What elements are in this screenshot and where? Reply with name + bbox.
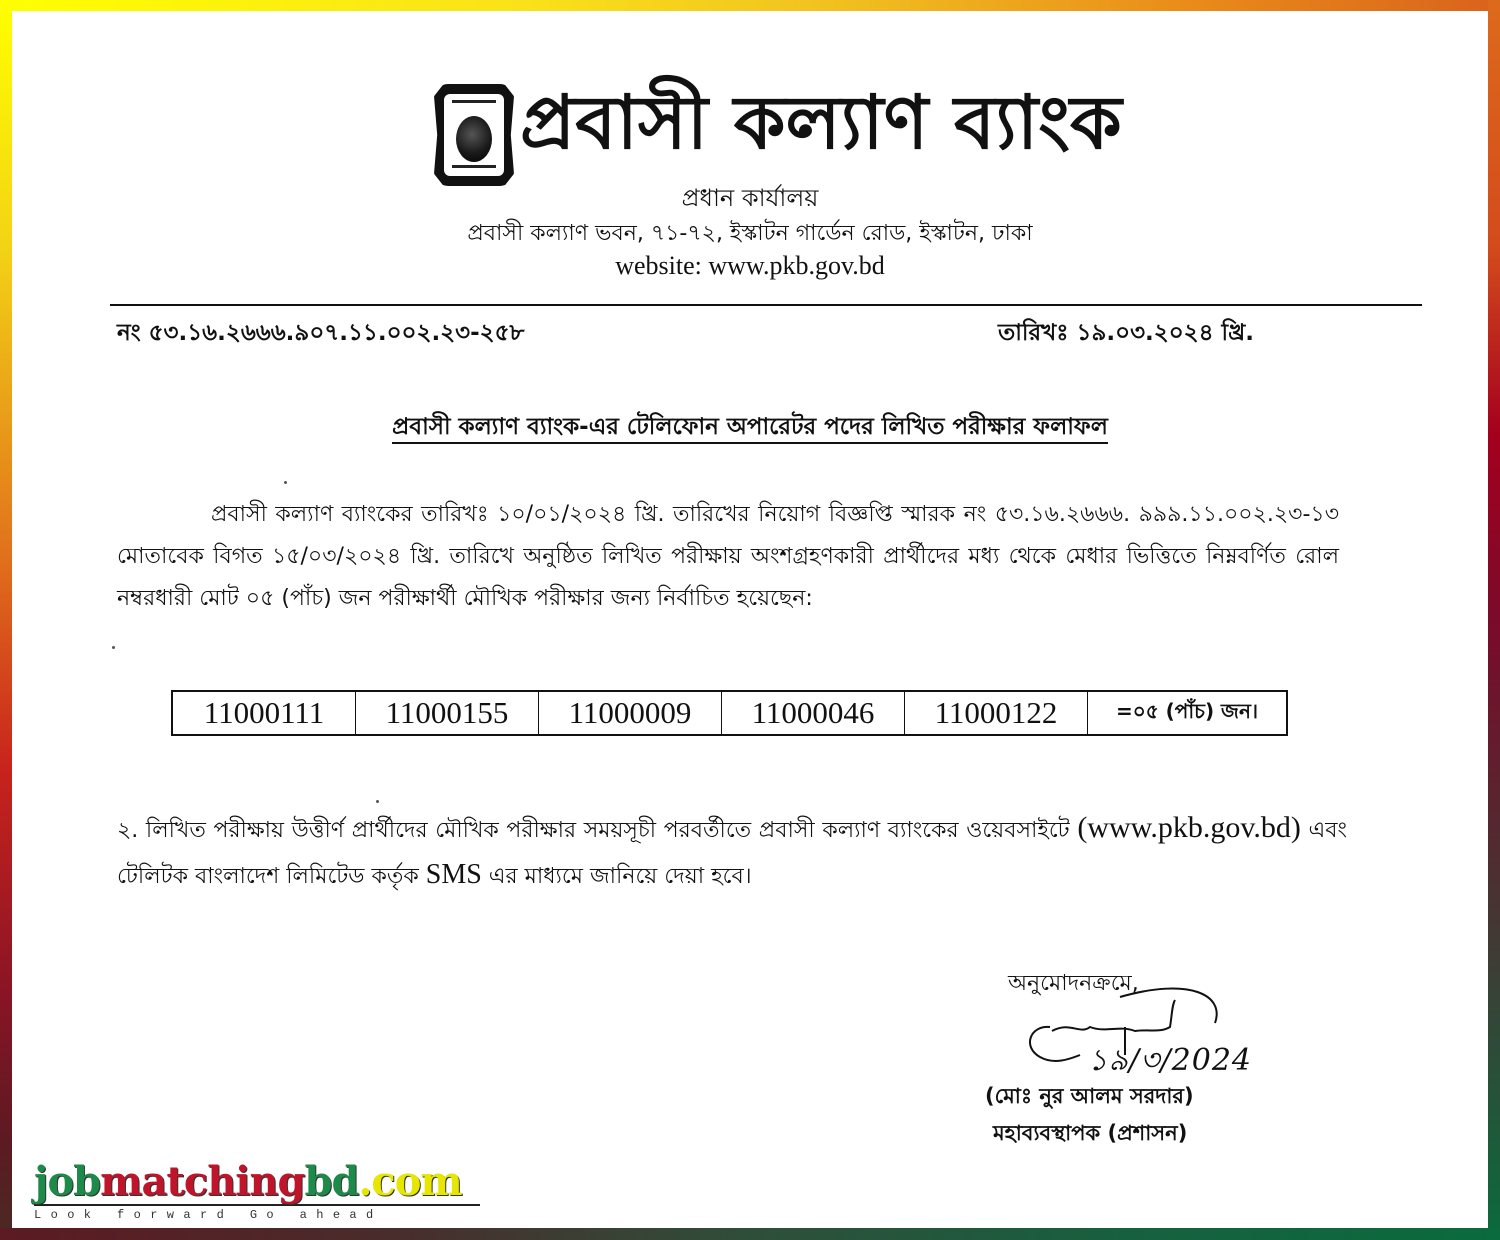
wordmark-part-job: job (34, 1158, 101, 1205)
bank-seal-icon (434, 84, 514, 186)
roll-number-table (171, 690, 1288, 736)
website-link: (www.pkb.gov.bd) (1077, 811, 1301, 844)
memo-reference-number: নং ৫৩.১৬.২৬৬৬.৯০৭.১১.০০২.২৩-২৫৮ (117, 320, 525, 346)
subject-text: প্রবাসী কল্যাণ ব্যাংক-এর টেলিফোন অপারেটর পদের লিখিত পরীক্ষার ফলাফল (392, 414, 1108, 444)
roll-number-cell: 11000122 (905, 691, 1088, 735)
memo-date: তারিখঃ ১৯.০৩.২০২৪ খ্রি. (998, 320, 1254, 346)
seal-emblem (456, 116, 492, 162)
wordmark-part-com: .com (358, 1158, 462, 1205)
watermark-logo (34, 1158, 480, 1222)
seal-bottom-band (452, 165, 496, 168)
seal-top-band (452, 100, 496, 103)
roll-number-cell: 11000111 (172, 691, 356, 735)
watermark-tagline: Look forward Go ahead (34, 1208, 383, 1222)
scan-speck (112, 646, 115, 649)
frame-border-bottom (0, 1228, 1500, 1240)
roll-number-cell: 11000155 (356, 691, 539, 735)
bank-name-heading: প্রবাসী কল্যাণ ব্যাংক (520, 80, 1122, 166)
header-divider (110, 304, 1422, 306)
table-row (172, 691, 1287, 735)
frame-border-top (0, 0, 1500, 11)
signer-designation: মহাব্যবস্থাপক (প্রশাসন) (993, 1121, 1188, 1145)
watermark-wordmark (34, 1158, 480, 1205)
roll-number-cell: 11000009 (539, 691, 722, 735)
wordmark-part-matching: matching (100, 1158, 305, 1205)
roll-number-cell: 11000046 (722, 691, 905, 735)
approval-label: অনুমোদনক্রমে, (1008, 971, 1139, 996)
head-office-label: প্রধান কার্যালয় (681, 184, 819, 212)
office-address: প্রবাসী কল্যাণ ভবন, ৭১-৭২, ইস্কাটন গার্ডেন রোড, ইস্কাটন, ঢাকা (467, 221, 1033, 246)
frame-border-left (0, 0, 12, 1240)
paragraph-2-text-b: এবং টেলিটক বাংলাদেশ লিমিটেড কর্তৃক (117, 818, 1347, 889)
frame-border-right (1488, 0, 1500, 1240)
wordmark-part-bd: bd (304, 1158, 359, 1205)
paragraph-2-text-a: ২. লিখিত পরীক্ষায় উত্তীর্ণ প্রার্থীদের মৌখিক পরীক্ষার সময়সূচী পরবর্তীতে প্রবাসী কল্যাণ ব্যাংকের ওয়েবসাইটে (117, 818, 1070, 843)
sms-label: SMS (425, 859, 482, 890)
body-paragraph-2 (117, 806, 1347, 899)
signer-name: (মোঃ নুর আলম সরদার) (985, 1084, 1194, 1108)
website-line: website: www.pkb.gov.bd (615, 251, 885, 280)
paragraph-2-text-c: এর মাধ্যমে জানিয়ে দেয়া হবে। (481, 864, 752, 889)
signature-date: ১৯/৩/2024 (1088, 1043, 1253, 1078)
total-count-cell: =০৫ (পাঁচ) জন। (1088, 691, 1288, 735)
notice-subject (0, 408, 1500, 447)
body-paragraph-1: প্রবাসী কল্যাণ ব্যাংকের তারিখঃ ১০/০১/২০২৪ খ্রি. তারিখের নিয়োগ বিজ্ঞপ্তি স্মারক নং ৫৩.১৬.২৬৬৬. ৯৯৯.১১.০০২.২৩-১৩ মোতাবেক বিগত ১৫/০৩/২০২৪ খ্রি. তারিখে অনুষ্ঠিত লিখিত পরীক্ষায় অংশগ্রহণকারী প্রার্থীদের মধ্য থেকে মেধার ভিত্তিতে নিম্নবর্ণিত রোল নম্বরধারী মোট ০৫ (পাঁচ) জন পরীক্ষার্থী মৌখিক পরীক্ষার জন্য নির্বাচিত হয়েছেন: (117, 502, 1339, 611)
scan-speck (376, 800, 379, 803)
scan-speck (284, 481, 287, 484)
